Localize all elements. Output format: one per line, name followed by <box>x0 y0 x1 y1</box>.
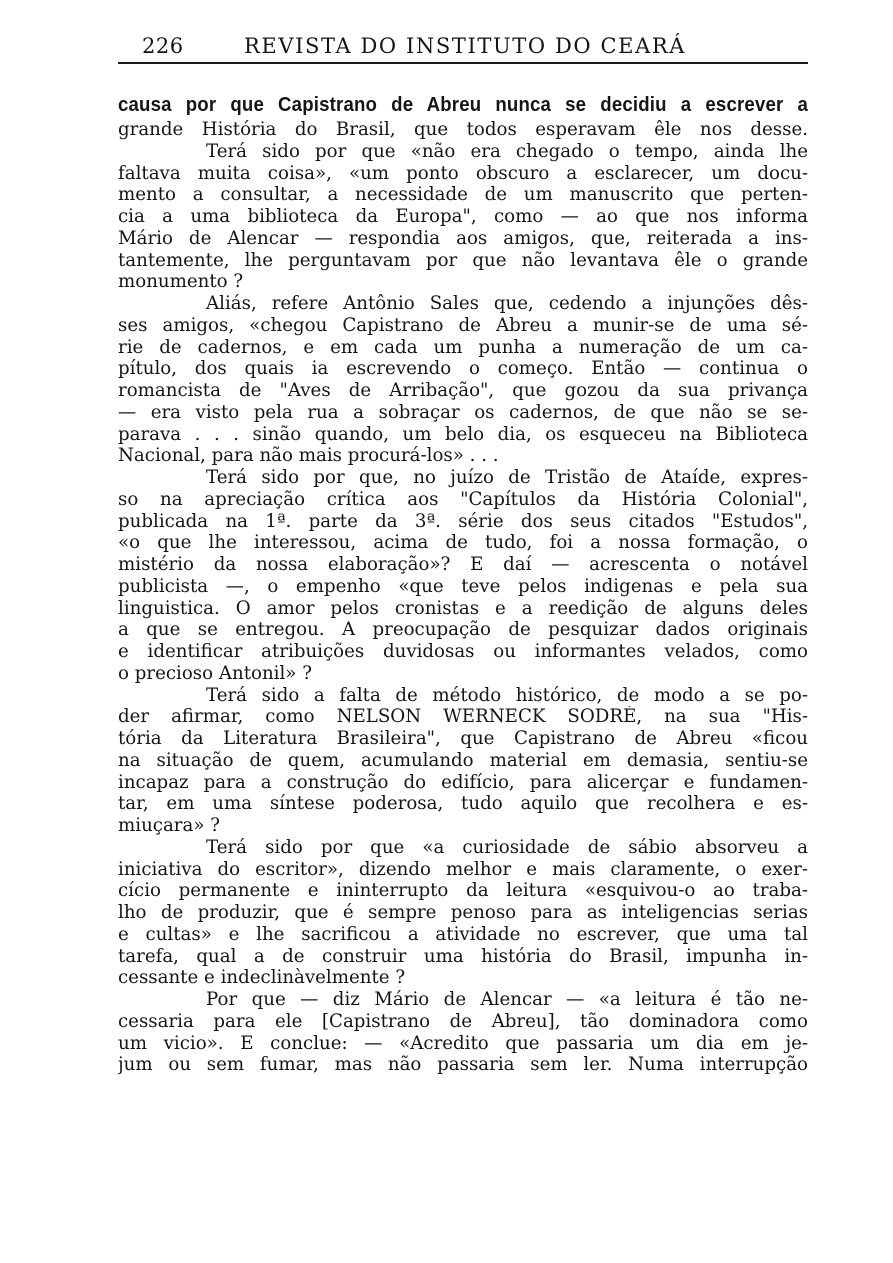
text-line: mistério da nossa elaboração»? E daí — acrescenta o notável <box>118 554 808 575</box>
paragraph-start-line: Aliás, refere Antônio Sales que, cedendo a injunções dês- <box>206 293 808 314</box>
paragraph-start-line: Terá sido por que, no juízo de Tristão de Ataíde, expres- <box>206 467 808 488</box>
paragraph-end-line: monumento ? <box>118 271 244 293</box>
text-line: so na apreciação crítica aos "Capítulos da História Colonial", <box>118 488 808 510</box>
text-line: tar, em uma síntese poderosa, tudo aquilo que recolhera e es- <box>118 793 808 815</box>
text-line: cia a uma biblioteca da Europa", como — ao que nos informa <box>118 206 808 227</box>
text-line: Mário de Alencar — respondia aos amigos, que, reiterada a ins- <box>118 227 808 249</box>
text-line: der afirmar, como NELSON WERNECK SODRÉ, na sua "His- <box>118 706 808 728</box>
journal-title: REVISTA DO INSTITUTO DO CEARÁ <box>244 34 687 58</box>
running-header <box>118 32 808 64</box>
text-line: lho de produzir, que é sempre penoso para as inteligencias serias <box>118 902 808 923</box>
text-line: causa por que Capistrano de Abreu nunca se decidiu a escrever a <box>118 94 809 116</box>
text-line: publicada na 1ª. parte da 3ª. série dos seus citados "Estudos", <box>118 510 808 532</box>
text-line: mento a consultar, a necessidade de um manuscrito que perten- <box>118 184 808 206</box>
paragraph-end-line: Nacional, para não mais procurá-los» . . . <box>118 445 499 467</box>
page-number: 226 <box>142 34 184 58</box>
text-line: jum ou sem fumar, mas não passaria sem ler. Numa interrupção <box>118 1054 808 1076</box>
text-line: a que se entregou. A preocupação de pesquizar dados originais <box>118 619 808 641</box>
paragraph-start-line: Por que — diz Mário de Alencar — «a leitura é tão ne- <box>206 989 808 1010</box>
body-text <box>118 92 808 1076</box>
paragraph-end-line: cessante e indeclinàvelmente ? <box>118 967 406 989</box>
text-line: tarefa, qual a de construir uma história do Brasil, impunha in- <box>118 945 808 967</box>
text-line: parava . . . sinão quando, um belo dia, os esqueceu na Biblioteca <box>118 423 808 445</box>
text-line: um vicio». E conclue: — «Acredito que passaria um dia em je- <box>118 1032 808 1054</box>
text-line: romancista de "Aves de Arribação", que gozou da sua privança <box>118 380 808 401</box>
paragraph-end-line: o precioso Antonil» ? <box>118 662 312 684</box>
text-line: rie de cadernos, e em cada um punha a numeração de um ca- <box>118 336 808 358</box>
text-line: grande História do Brasil, que todos esperavam êle nos desse. <box>118 119 808 140</box>
text-line: cessaria para ele [Capistrano de Abreu], tão dominadora como <box>118 1010 808 1032</box>
text-line: publicista —, o empenho «que teve pelos indigenas e pela sua <box>118 575 808 597</box>
text-line: — era visto pela rua a sobraçar os cadernos, de que não se se- <box>118 401 808 423</box>
text-line: ses amigos, «chegou Capistrano de Abreu a munir-se de uma sé- <box>118 314 808 336</box>
paragraph-start-line: Terá sido por que «não era chegado o tempo, ainda lhe <box>206 140 808 162</box>
text-line: pítulo, dos quais ia escrevendo o começo. Então — continua o <box>118 358 808 380</box>
paragraph-start-line: Terá sido por que «a curiosidade de sábio absorveu a <box>206 836 808 858</box>
text-line: «o que lhe interessou, acima de tudo, foi a nossa formação, o <box>118 532 808 554</box>
text-line: e cultas» e lhe sacrificou a atividade no escrever, que uma tal <box>118 923 808 945</box>
text-line: cício permanente e ininterrupto da leitura «esquivou-o ao traba- <box>118 880 808 902</box>
text-line: e identificar atribuições duvidosas ou informantes velados, como <box>118 641 808 662</box>
text-line: incapaz para a construção do edifício, para alicerçar e fundamen- <box>118 771 808 793</box>
paragraph-start-line: Terá sido a falta de método histórico, de modo a se po- <box>206 684 808 706</box>
text-line: faltava muita coisa», «um ponto obscuro a esclarecer, um docu- <box>118 162 808 184</box>
text-line: iniciativa do escritor», dizendo melhor e mais claramente, o exer- <box>118 858 808 880</box>
paragraph-end-line: miuçara» ? <box>118 815 221 836</box>
text-line: na situação de quem, acumulando material em demasia, sentiu-se <box>118 749 808 771</box>
text-line: linguistica. O amor pelos cronistas e a reedição de alguns deles <box>118 597 808 619</box>
text-line: tória da Literatura Brasileira", que Capistrano de Abreu «ficou <box>118 728 808 749</box>
text-line: tantemente, lhe perguntavam por que não levantava êle o grande <box>118 249 808 271</box>
